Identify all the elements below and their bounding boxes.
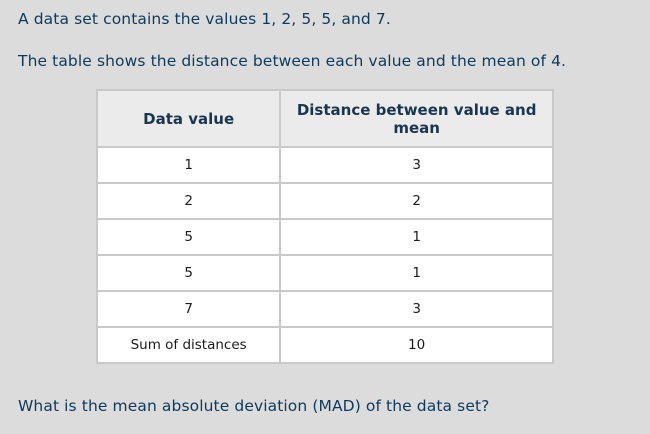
intro-text: A data set contains the values 1, 2, 5, 5, and 7. — [18, 10, 391, 28]
cell-data-value: 5 — [97, 219, 280, 255]
cell-data-value: 1 — [97, 147, 280, 183]
cell-data-value: 2 — [97, 183, 280, 219]
cell-distance: 3 — [280, 291, 553, 327]
header-data-value: Data value — [97, 90, 280, 147]
cell-distance: 1 — [280, 255, 553, 291]
distance-table — [96, 89, 554, 364]
table-row — [97, 147, 553, 183]
table-header-row — [97, 90, 553, 147]
table-row — [97, 255, 553, 291]
header-distance: Distance between value and mean — [280, 90, 553, 147]
cell-sum-label: Sum of distances — [97, 327, 280, 363]
table-row — [97, 291, 553, 327]
cell-sum-value: 10 — [280, 327, 553, 363]
cell-distance: 2 — [280, 183, 553, 219]
description-text: The table shows the distance between each value and the mean of 4. — [18, 52, 567, 70]
cell-data-value: 7 — [97, 291, 280, 327]
cell-data-value: 5 — [97, 255, 280, 291]
table-row — [97, 219, 553, 255]
cell-distance: 3 — [280, 147, 553, 183]
cell-distance: 1 — [280, 219, 553, 255]
table-row-sum — [97, 327, 553, 363]
table-row — [97, 183, 553, 219]
question-text: What is the mean absolute deviation (MAD) of the data set? — [18, 397, 490, 415]
